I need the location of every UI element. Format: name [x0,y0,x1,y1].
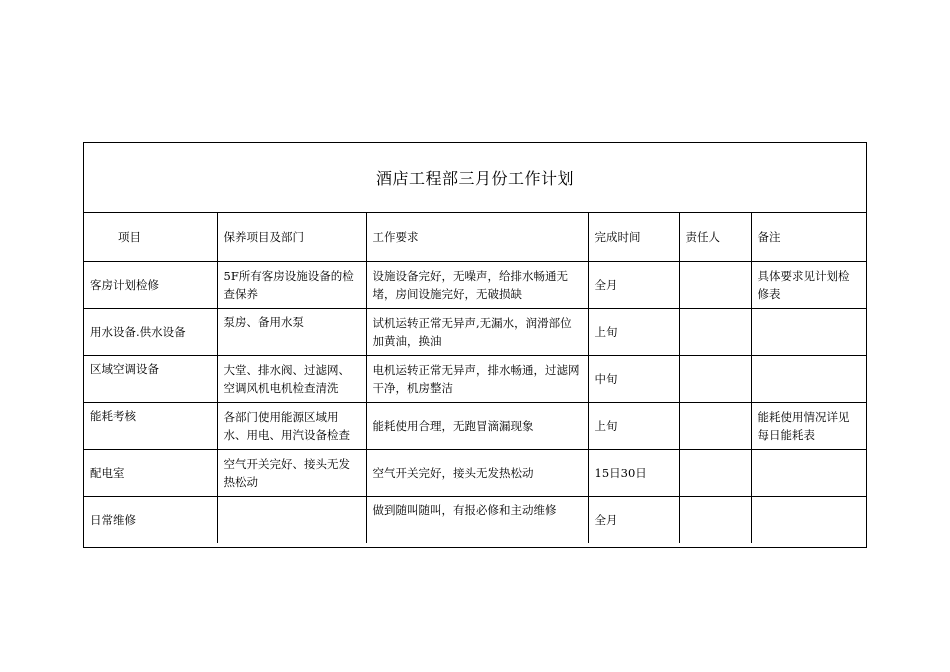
cell-requirement: 试机运转正常无异声,无漏水，润滑部位加黄油，换油 [366,308,588,355]
cell-time: 15日30日 [588,449,679,496]
cell-item: 日常维修 [84,496,217,543]
cell-requirement: 电机运转正常无异声，排水畅通，过滤网干净，机房整洁 [366,355,588,402]
cell-note [751,449,866,496]
cell-time: 上旬 [588,308,679,355]
cell-requirement: 空气开关完好，接头无发热松动 [366,449,588,496]
table-row [84,261,866,308]
cell-time: 上旬 [588,402,679,449]
header-note: 备注 [751,213,866,261]
cell-note [751,496,866,543]
cell-item: 客房计划检修 [84,261,217,308]
document-title: 酒店工程部三月份工作计划 [375,169,574,188]
table-row [84,308,866,355]
cell-note [751,308,866,355]
cell-item: 区域空调设备 [84,355,217,402]
cell-requirement: 设施设备完好，无噪声，给排水畅通无堵，房间设施完好，无破损缺 [366,261,588,308]
cell-requirement: 做到随叫随叫，有报必修和主动维修 [366,496,588,543]
cell-owner [679,402,751,449]
header-item: 项目 [84,213,217,261]
table-row [84,355,866,402]
cell-item: 用水设备.供水设备 [84,308,217,355]
cell-scope: 空气开关完好、接头无发热松动 [217,449,366,496]
cell-owner [679,308,751,355]
header-time: 完成时间 [588,213,679,261]
cell-note: 具体要求见计划检修表 [751,261,866,308]
cell-scope: 大堂、排水阀、过滤网、空调风机电机检查清洗 [217,355,366,402]
cell-scope [217,496,366,543]
cell-owner [679,261,751,308]
cell-scope: 各部门使用能源区域用水、用电、用汽设备检查 [217,402,366,449]
cell-owner [679,496,751,543]
table-row [84,402,866,449]
cell-item: 配电室 [84,449,217,496]
title-row [84,143,866,213]
cell-time: 中旬 [588,355,679,402]
header-row [84,213,866,261]
header-scope: 保养项目及部门 [217,213,366,261]
cell-owner [679,355,751,402]
table-row [84,496,866,543]
plan-table [84,213,866,543]
cell-requirement: 能耗使用合理，无跑冒滴漏现象 [366,402,588,449]
cell-scope: 泵房、备用水泵 [217,308,366,355]
header-requirement: 工作要求 [366,213,588,261]
cell-owner [679,449,751,496]
cell-time: 全月 [588,496,679,543]
cell-scope: 5F所有客房设施设备的检查保养 [217,261,366,308]
cell-note [751,355,866,402]
cell-item: 能耗考核 [84,402,217,449]
work-plan-sheet [83,142,867,548]
table-row [84,449,866,496]
header-owner: 责任人 [679,213,751,261]
cell-note: 能耗使用情况详见每日能耗表 [751,402,866,449]
cell-time: 全月 [588,261,679,308]
